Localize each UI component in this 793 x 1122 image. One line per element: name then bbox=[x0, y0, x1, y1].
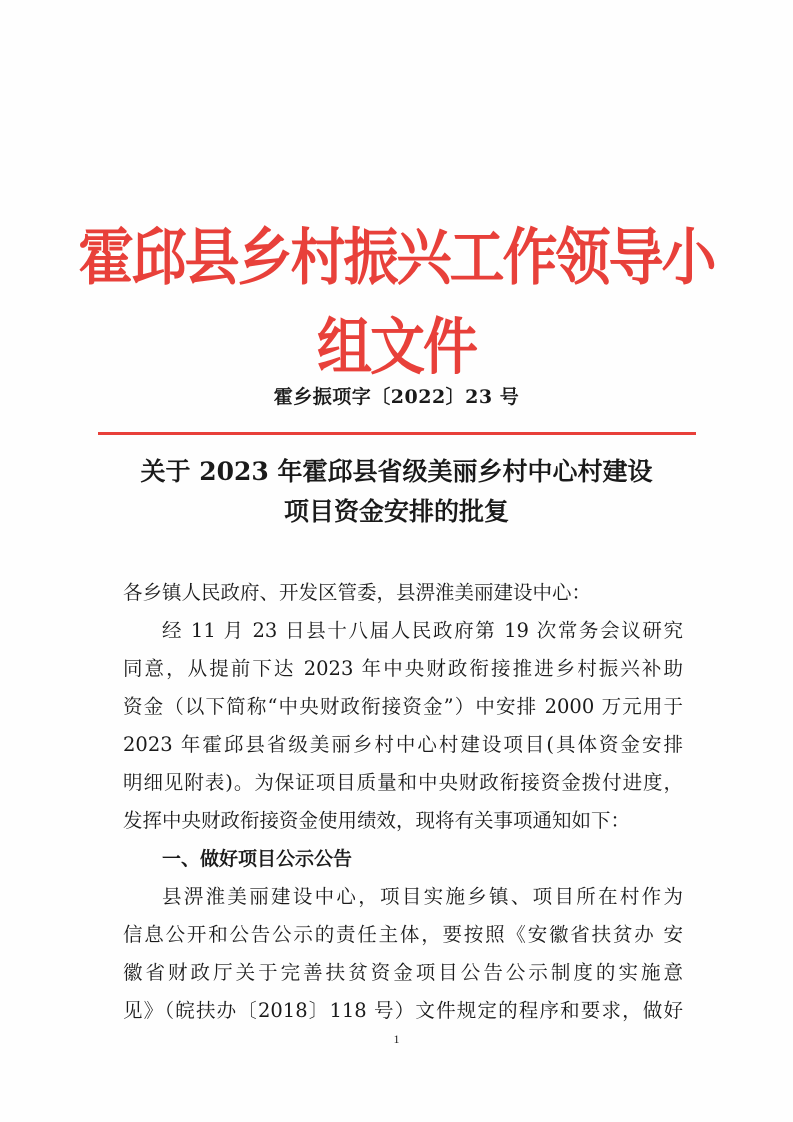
paragraph-2-line: 见》（皖扶办〔2018〕118 号）文件规定的程序和要求，做好 bbox=[123, 999, 683, 1022]
document-title bbox=[0, 452, 793, 532]
salutation: 各乡镇人民政府、开发区管委，县淠淮美丽建设中心： bbox=[123, 581, 592, 604]
paragraph-1-line: 资金（以下简称“中央财政衔接资金”）中安排 2000 万元用于 bbox=[123, 695, 683, 718]
paragraph-2-line: 县淠淮美丽建设中心，项目实施乡镇、项目所在村作为 bbox=[162, 885, 683, 908]
paragraph-1-line: 2023 年霍邱县省级美丽乡村中心村建设项目(具体资金安排 bbox=[123, 733, 683, 756]
document-title-line-2: 项目资金安排的批复 bbox=[283, 497, 509, 526]
paragraph-1-line: 明细见附表)。为保证项目质量和中央财政衔接资金拨付进度， bbox=[123, 771, 683, 794]
red-separator-line bbox=[98, 432, 696, 435]
paragraph-2-line: 信息公开和公告公示的责任主体，要按照《安徽省扶贫办 安 bbox=[123, 923, 683, 946]
agency-header-title: 霍邱县乡村振兴工作领导小组文件 bbox=[78, 221, 715, 383]
paragraph-1-line: 经 11 月 23 日县十八届人民政府第 19 次常务会议研究 bbox=[162, 619, 683, 642]
paragraph-2-line: 徽省财政厅关于完善扶贫资金项目公告公示制度的实施意 bbox=[123, 961, 683, 984]
document-number: 霍乡振项字〔2022〕23 号 bbox=[273, 386, 520, 408]
section-heading-1: 一、做好项目公示公告 bbox=[162, 848, 353, 870]
document-title-line-1: 关于 2023 年霍邱县省级美丽乡村中心村建设 bbox=[140, 457, 653, 486]
page-number: 1 bbox=[393, 1032, 400, 1046]
paragraph-1-line: 同意，从提前下达 2023 年中央财政衔接推进乡村振兴补助 bbox=[123, 657, 683, 680]
document-body bbox=[123, 574, 683, 1030]
paragraph-1-line: 发挥中央财政衔接资金使用绩效，现将有关事项通知如下： bbox=[123, 809, 631, 832]
